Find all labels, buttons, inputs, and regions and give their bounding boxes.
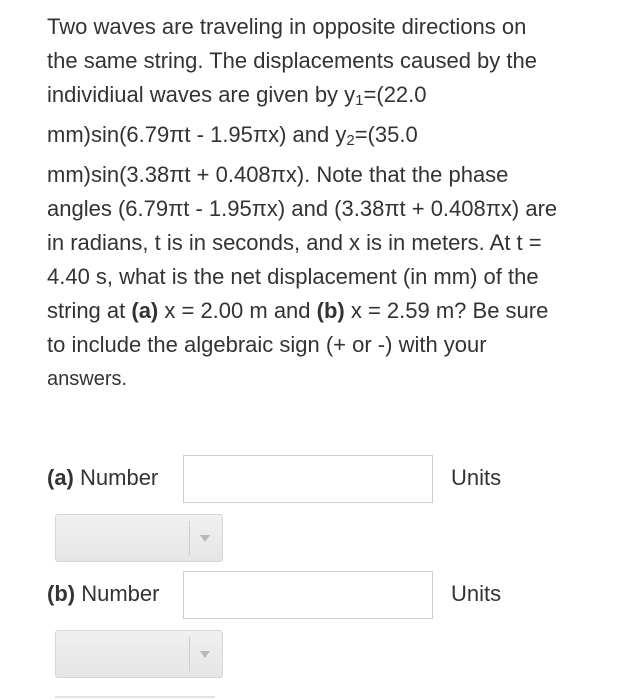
problem-line: in radians, t is in seconds, and x is in meters. At t = xyxy=(47,230,542,255)
problem-statement xyxy=(47,10,607,396)
answer-row-b xyxy=(47,571,607,621)
part-a-marker: (a) xyxy=(131,298,159,323)
problem-line: string at (a) x = 2.00 m and (b) x = 2.59 m? Be sure xyxy=(47,298,549,323)
problem-line: angles (6.79πt - 1.95πx) and (3.38πt + 0.408πx) are xyxy=(47,196,558,221)
problem-line: answers. xyxy=(47,368,128,390)
answer-b-number-input[interactable] xyxy=(183,571,433,619)
chevron-down-icon xyxy=(200,651,210,658)
answer-row-a xyxy=(47,455,607,505)
select-divider xyxy=(189,637,190,671)
problem-line: individiual waves are given by $y_1=(22.0$ xyxy=(47,82,427,109)
part-b-marker: (b) xyxy=(316,298,345,323)
cutoff-element xyxy=(55,696,215,698)
problem-line: Two waves are traveling in opposite directions on xyxy=(47,14,527,39)
problem-line: the same string. The displacements caused by the xyxy=(47,48,537,73)
problem-line: 4.40 s, what is the net displacement (in mm) of the xyxy=(47,264,539,289)
chevron-down-icon xyxy=(200,535,210,542)
answer-b-units-label: Units xyxy=(451,581,502,606)
answer-a-units-select[interactable] xyxy=(55,514,223,562)
answer-b-label: (b) Number xyxy=(47,581,160,606)
answer-b-units-select[interactable] xyxy=(55,630,223,678)
answer-a-label: (a) Number xyxy=(47,465,159,490)
select-divider xyxy=(189,521,190,555)
problem-line: mm)sin(6.79πt - 1.95πx) and $y_2=(35.0$ xyxy=(47,122,418,149)
problem-line: to include the algebraic sign (+ or -) with your xyxy=(47,332,487,357)
answer-a-number-input[interactable] xyxy=(183,455,433,503)
problem-line: mm)sin(3.38πt + 0.408πx). Note that the phase xyxy=(47,162,509,187)
answer-a-units-label: Units xyxy=(451,465,502,490)
